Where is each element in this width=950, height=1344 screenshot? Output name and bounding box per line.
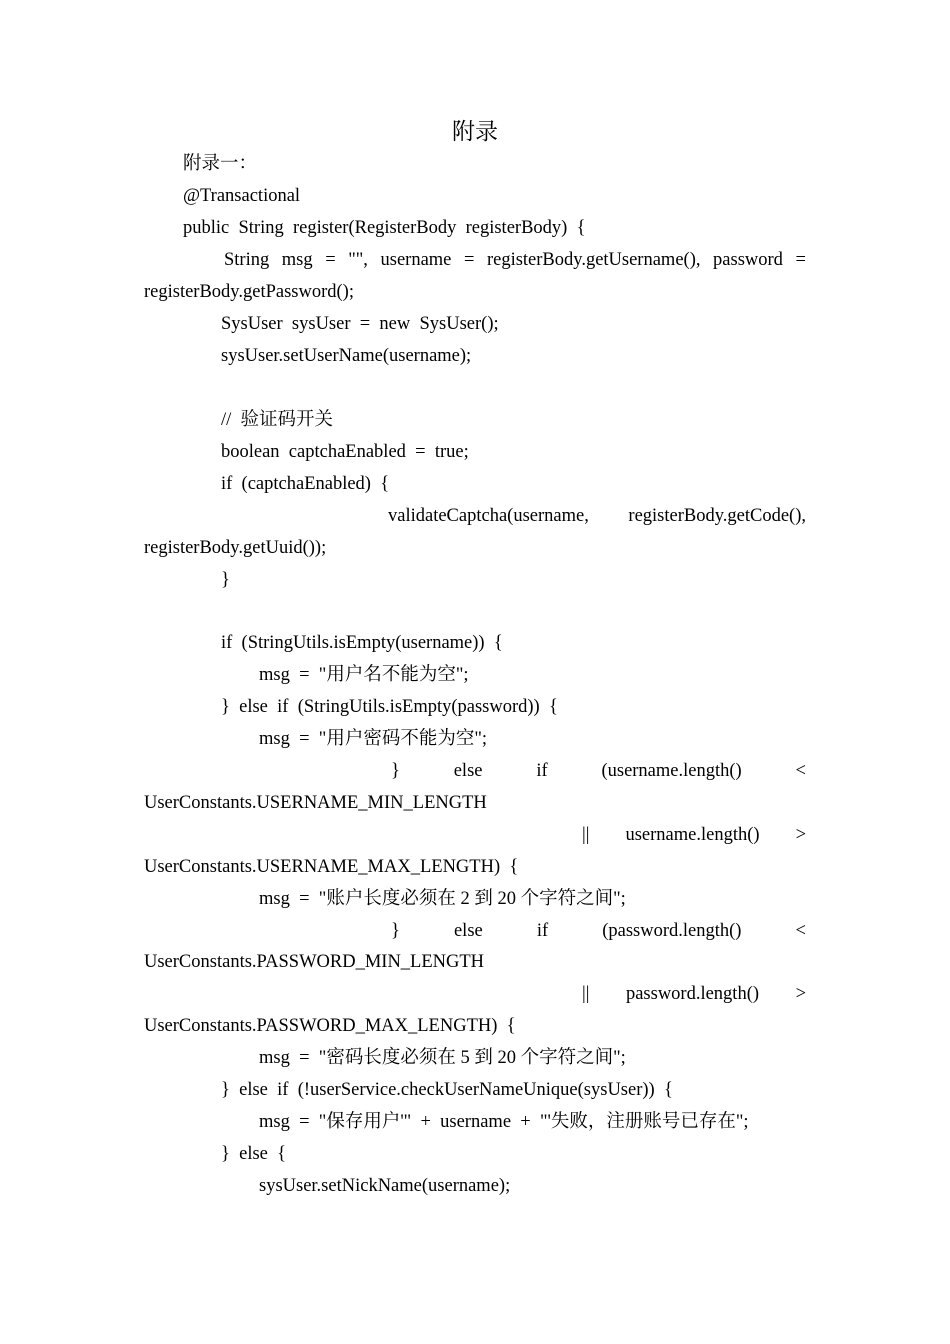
code-line: registerBody.getUuid()); bbox=[144, 538, 327, 558]
code-line: msg = "账户长度必须在 2 到 20 个字符之间"; bbox=[259, 889, 626, 909]
code-line: UserConstants.PASSWORD_MAX_LENGTH) { bbox=[144, 1016, 516, 1036]
code-token: registerBody.getCode(), bbox=[628, 506, 806, 526]
code-token: } bbox=[391, 921, 400, 941]
code-line: registerBody.getPassword(); bbox=[144, 282, 354, 302]
code-token: else bbox=[453, 921, 483, 941]
code-line: msg = "密码长度必须在 5 到 20 个字符之间"; bbox=[259, 1048, 626, 1068]
code-line: } else { bbox=[221, 1144, 287, 1164]
code-line: boolean captchaEnabled = true; bbox=[221, 442, 469, 462]
code-token: username bbox=[380, 250, 452, 270]
code-line: UserConstants.PASSWORD_MIN_LENGTH bbox=[144, 952, 485, 972]
code-line-password-min-check bbox=[391, 915, 806, 947]
code-line: sysUser.setNickName(username); bbox=[259, 1176, 511, 1196]
code-line-annotation: @Transactional bbox=[183, 186, 301, 206]
code-token: = bbox=[795, 250, 806, 270]
code-line: } else if (StringUtils.isEmpty(password)) { bbox=[221, 697, 558, 717]
code-line: } bbox=[221, 570, 230, 590]
page-title: 附录 bbox=[452, 119, 498, 145]
code-line: sysUser.setUserName(username); bbox=[221, 346, 472, 366]
code-token: "", bbox=[348, 250, 368, 270]
code-line: SysUser sysUser = new SysUser(); bbox=[221, 314, 499, 334]
code-token: password bbox=[713, 250, 783, 270]
code-line-username-min-check bbox=[391, 755, 806, 787]
code-token: if bbox=[536, 761, 548, 781]
code-line: } else if (!userService.checkUserNameUnique(sysUser)) { bbox=[221, 1080, 673, 1100]
code-line-method-signature: public String register(RegisterBody registerBody) { bbox=[183, 218, 586, 238]
code-line-validate-captcha bbox=[388, 500, 806, 532]
code-token: = bbox=[463, 250, 475, 270]
code-comment: // 验证码开关 bbox=[221, 410, 334, 430]
code-token: else bbox=[453, 761, 483, 781]
code-line-variable-declaration bbox=[224, 244, 806, 276]
code-token: validateCaptcha(username, bbox=[388, 506, 589, 526]
code-token: (password.length() bbox=[602, 921, 742, 941]
code-token: = bbox=[325, 250, 336, 270]
code-line: if (StringUtils.isEmpty(username)) { bbox=[221, 633, 503, 653]
code-line: msg = "保存用户'" + username + "'失败，注册账号已存在"; bbox=[259, 1112, 749, 1132]
code-line: UserConstants.USERNAME_MAX_LENGTH) { bbox=[144, 857, 519, 877]
code-line: if (captchaEnabled) { bbox=[221, 474, 390, 494]
code-token: registerBody.getUsername(), bbox=[486, 250, 701, 270]
code-token: if bbox=[536, 921, 549, 941]
code-token: > bbox=[795, 984, 806, 1004]
code-token: username.length() bbox=[625, 825, 760, 845]
code-token: || bbox=[582, 984, 590, 1004]
code-token: password.length() bbox=[625, 984, 760, 1004]
code-token: (username.length() bbox=[601, 761, 742, 781]
code-token: msg bbox=[281, 250, 313, 270]
code-token: || bbox=[582, 825, 590, 845]
code-token: String bbox=[224, 250, 270, 270]
code-token: > bbox=[795, 825, 806, 845]
code-line-password-max-check bbox=[582, 978, 806, 1010]
code-token: < bbox=[795, 761, 806, 781]
code-line-username-max-check bbox=[582, 819, 806, 851]
code-line: UserConstants.USERNAME_MIN_LENGTH bbox=[144, 793, 487, 813]
code-line: msg = "用户名不能为空"; bbox=[259, 665, 469, 685]
appendix-subtitle: 附录一： bbox=[183, 154, 258, 174]
code-line: msg = "用户密码不能为空"; bbox=[259, 729, 488, 749]
code-token: < bbox=[795, 921, 806, 941]
code-token: } bbox=[391, 761, 400, 781]
